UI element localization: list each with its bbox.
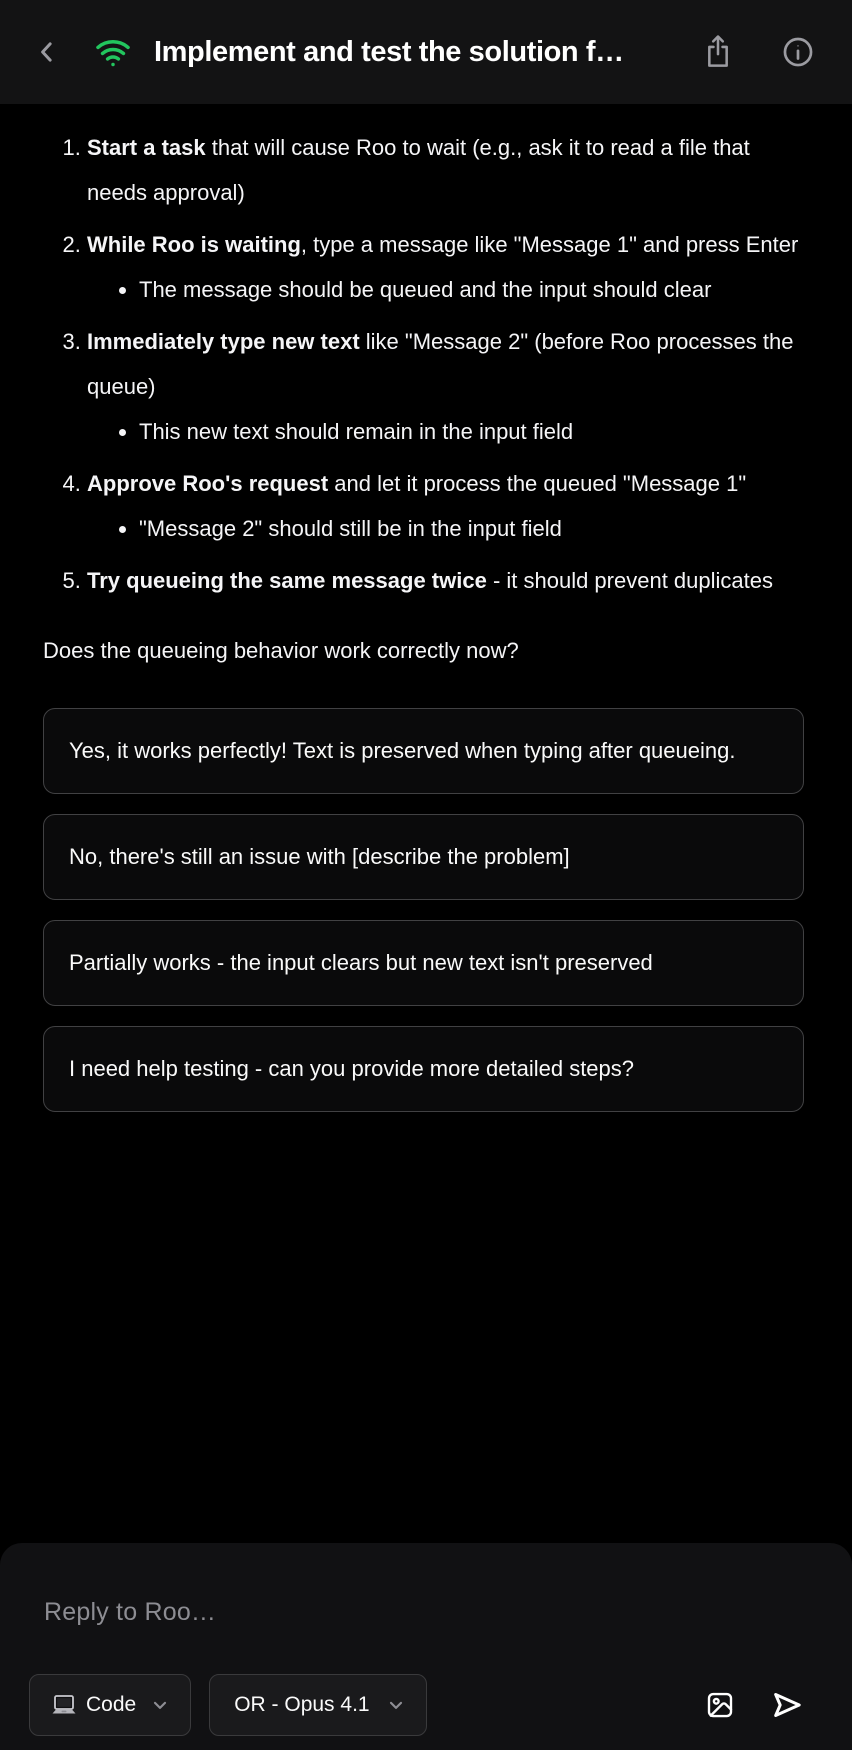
suggestion-button-yes[interactable]: Yes, it works perfectly! Text is preserved when typing after queueing.: [43, 708, 804, 794]
suggestion-button-no[interactable]: No, there's still an issue with [describe the problem]: [43, 814, 804, 900]
wifi-icon: [94, 30, 132, 74]
model-label: OR - Opus 4.1: [234, 1693, 370, 1716]
send-icon: [770, 1688, 804, 1722]
send-button[interactable]: [766, 1683, 808, 1727]
step-item-2: [87, 222, 804, 312]
suggestion-button-help[interactable]: I need help testing - can you provide more detailed steps?: [43, 1026, 804, 1112]
step-item-4: [87, 461, 804, 551]
chevron-down-icon: [386, 1695, 406, 1715]
suggestion-button-partial[interactable]: Partially works - the input clears but new text isn't preserved: [43, 920, 804, 1006]
step-text: like "Message 2" (before Roo processes the queue): [87, 329, 794, 399]
steps-list: [0, 104, 852, 603]
step-bold: Approve Roo's request: [87, 471, 329, 496]
composer-toolbar: [29, 1674, 808, 1736]
reply-input[interactable]: Reply to Roo…: [44, 1598, 217, 1626]
step-text: and let it process the queued "Message 1": [328, 471, 747, 496]
share-button[interactable]: [700, 30, 736, 74]
page-title: Implement and test the solution f…: [154, 36, 624, 68]
attach-image-button[interactable]: [700, 1683, 740, 1727]
step-sublist: [87, 267, 804, 312]
step-bold: Start a task: [87, 135, 206, 160]
step-bold: Immediately type new text: [87, 329, 360, 354]
info-button[interactable]: [780, 30, 816, 74]
step-subitem: • The message should be queued and the input should clear: [139, 267, 804, 312]
chevron-down-icon: [150, 1695, 170, 1715]
step-text: that will cause Roo to wait (e.g., ask it to read a file that needs approval): [87, 135, 750, 205]
back-button[interactable]: [30, 30, 64, 74]
step-subitem: • "Message 2" should still be in the input field: [139, 506, 804, 551]
laptop-icon: [50, 1692, 78, 1718]
step-item-1: [87, 125, 804, 215]
header: [0, 0, 852, 104]
step-text: , type a message like "Message 1" and press Enter: [300, 232, 799, 257]
image-icon: [705, 1690, 735, 1720]
question-text: Does the queueing behavior work correctly now?: [43, 638, 519, 663]
model-selector[interactable]: [209, 1674, 426, 1736]
step-item-5: [87, 558, 804, 603]
step-item-3: [87, 319, 804, 454]
step-subitem: • This new text should remain in the input field: [139, 409, 804, 454]
step-sublist: [87, 506, 804, 551]
step-sublist: [87, 409, 804, 454]
chat-content: [0, 104, 852, 1543]
info-icon: [781, 35, 815, 69]
composer: [0, 1543, 852, 1750]
step-bold: While Roo is waiting: [87, 232, 301, 257]
step-bold: Try queueing the same message twice: [87, 568, 487, 593]
step-text: - it should prevent duplicates: [486, 568, 773, 593]
suggestions-list: [0, 708, 852, 1112]
mode-label: Code: [86, 1693, 137, 1716]
mode-selector[interactable]: [29, 1674, 191, 1736]
share-icon: [702, 33, 734, 71]
chevron-left-icon: [32, 37, 62, 67]
